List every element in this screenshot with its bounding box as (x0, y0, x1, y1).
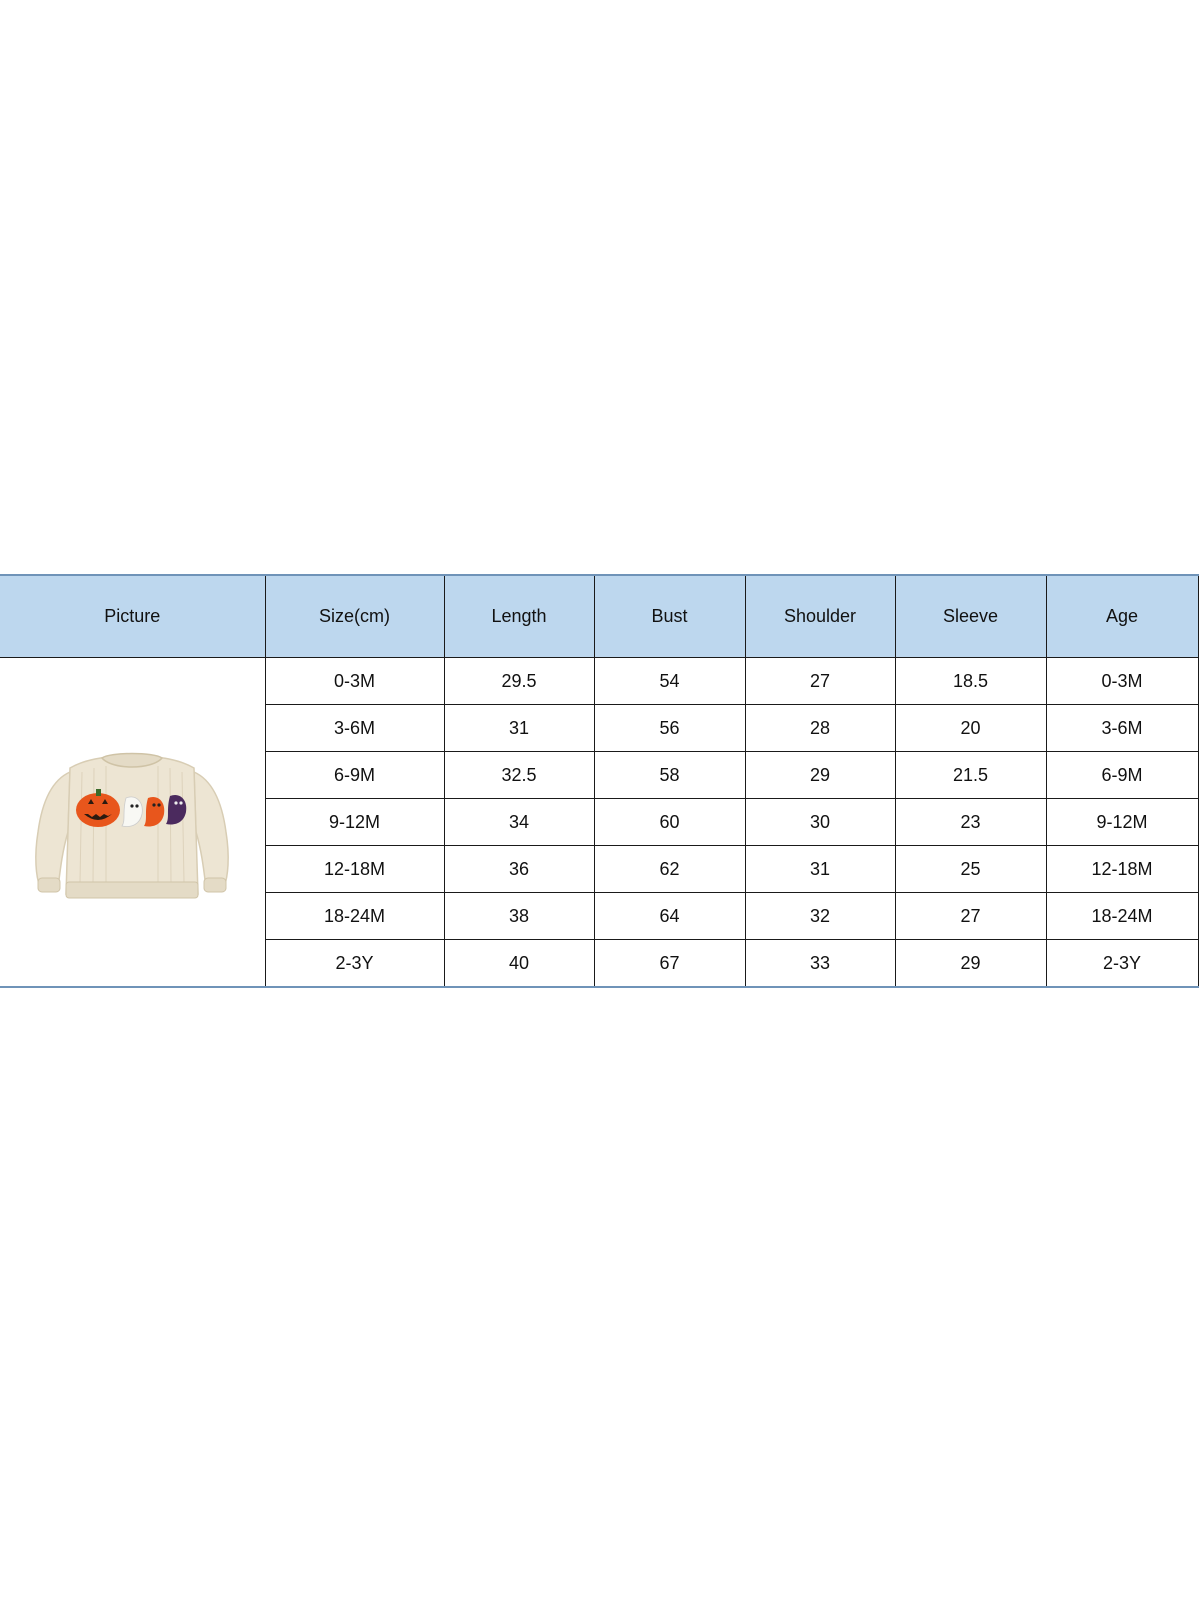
cell-bust: 58 (594, 752, 745, 799)
cell-age: 3-6M (1046, 705, 1198, 752)
product-picture (0, 732, 265, 912)
header-bust: Bust (594, 575, 745, 658)
cell-length: 29.5 (444, 658, 594, 705)
header-size: Size(cm) (265, 575, 444, 658)
cell-length: 34 (444, 799, 594, 846)
cell-shoulder: 29 (745, 752, 895, 799)
table-row (0, 658, 1198, 705)
table-header-row (0, 575, 1198, 658)
cell-length: 38 (444, 893, 594, 940)
cell-age: 12-18M (1046, 846, 1198, 893)
cell-age: 6-9M (1046, 752, 1198, 799)
size-chart-table (0, 574, 1199, 988)
cell-size: 0-3M (265, 658, 444, 705)
cell-sleeve: 20 (895, 705, 1046, 752)
cell-bust: 56 (594, 705, 745, 752)
cell-shoulder: 33 (745, 940, 895, 988)
cell-bust: 62 (594, 846, 745, 893)
cell-sleeve: 25 (895, 846, 1046, 893)
cell-size: 6-9M (265, 752, 444, 799)
header-age: Age (1046, 575, 1198, 658)
header-sleeve: Sleeve (895, 575, 1046, 658)
header-shoulder: Shoulder (745, 575, 895, 658)
cell-size: 2-3Y (265, 940, 444, 988)
cell-bust: 64 (594, 893, 745, 940)
halloween-sweater-icon (22, 732, 242, 912)
cell-size: 9-12M (265, 799, 444, 846)
cell-size: 12-18M (265, 846, 444, 893)
cell-sleeve: 27 (895, 893, 1046, 940)
cell-length: 31 (444, 705, 594, 752)
cell-shoulder: 32 (745, 893, 895, 940)
cell-age: 0-3M (1046, 658, 1198, 705)
cell-shoulder: 31 (745, 846, 895, 893)
cell-sleeve: 29 (895, 940, 1046, 988)
cell-age: 18-24M (1046, 893, 1198, 940)
cell-shoulder: 30 (745, 799, 895, 846)
product-picture-cell (0, 658, 265, 988)
cell-shoulder: 27 (745, 658, 895, 705)
cell-bust: 60 (594, 799, 745, 846)
cell-shoulder: 28 (745, 705, 895, 752)
cell-sleeve: 21.5 (895, 752, 1046, 799)
cell-sleeve: 18.5 (895, 658, 1046, 705)
cell-age: 2-3Y (1046, 940, 1198, 988)
cell-length: 32.5 (444, 752, 594, 799)
cell-size: 18-24M (265, 893, 444, 940)
cell-sleeve: 23 (895, 799, 1046, 846)
cell-age: 9-12M (1046, 799, 1198, 846)
cell-size: 3-6M (265, 705, 444, 752)
cell-bust: 54 (594, 658, 745, 705)
header-length: Length (444, 575, 594, 658)
cell-bust: 67 (594, 940, 745, 988)
header-picture: Picture (0, 575, 265, 658)
cell-length: 36 (444, 846, 594, 893)
cell-length: 40 (444, 940, 594, 988)
